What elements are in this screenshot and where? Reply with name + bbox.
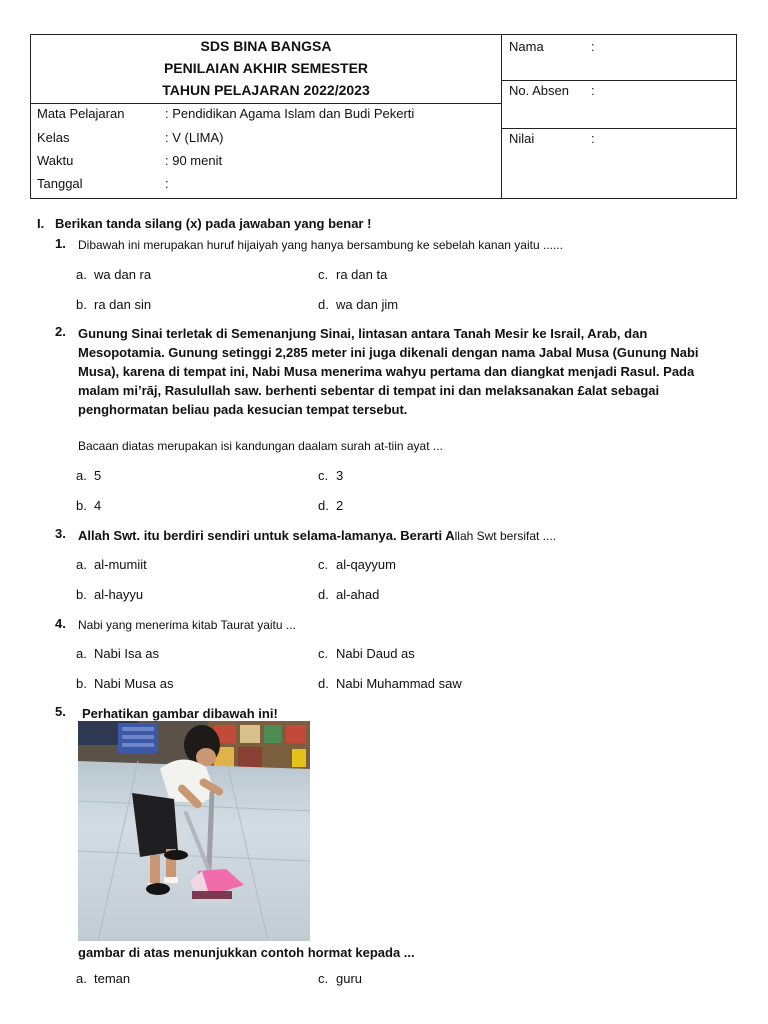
q5-option-c[interactable] [318, 971, 362, 986]
question-text: Dibawah ini merupakan huruf hijaiyah yang hanya bersambung ke sebelah kanan yaitu ...... [78, 238, 563, 252]
option-letter: d. [318, 676, 329, 691]
q5-option-a[interactable] [76, 971, 130, 986]
option-text: ra dan ta [336, 267, 388, 282]
score-label: Nilai [509, 131, 535, 146]
option-text: al-qayyum [336, 557, 396, 572]
q4-option-b[interactable] [76, 676, 173, 691]
q2-option-b[interactable] [76, 498, 101, 513]
info-label: Mata Pelajaran [37, 106, 125, 121]
option-letter: c. [318, 557, 329, 572]
option-text: al-ahad [336, 587, 380, 602]
school-name: SDS BINA BANGSA [200, 38, 332, 54]
option-text: 3 [336, 468, 344, 483]
header-divider-right-1 [501, 80, 737, 81]
q3-option-b[interactable] [76, 587, 143, 602]
info-value: : V (LIMA) [165, 130, 224, 145]
info-label: Waktu [37, 153, 74, 168]
option-letter: a. [76, 468, 87, 483]
option-text: ra dan sin [94, 297, 152, 312]
option-letter: c. [318, 468, 329, 483]
exam-title: PENILAIAN AKHIR SEMESTER [163, 60, 369, 76]
option-text: 2 [336, 498, 344, 513]
absen-label: No. Absen [509, 83, 569, 98]
question-number: 2. [55, 324, 66, 339]
option-letter: b. [76, 676, 87, 691]
absen-colon: : [591, 83, 595, 98]
option-text: wa dan ra [94, 267, 152, 282]
name-colon: : [591, 39, 595, 54]
header-divider-left [31, 103, 501, 104]
option-text: 5 [94, 468, 102, 483]
section-instruction: Berikan tanda silang (x) pada jawaban yang benar ! [55, 216, 372, 231]
option-text: Nabi Musa as [94, 676, 174, 691]
question-text [78, 526, 733, 546]
q1-option-b[interactable] [76, 297, 151, 312]
option-text: teman [94, 971, 131, 986]
option-letter: c. [318, 267, 329, 282]
info-label: Kelas [37, 130, 70, 145]
question-number: 3. [55, 526, 66, 541]
q1-option-d[interactable] [318, 297, 398, 312]
question-text: Gunung Sinai terletak di Semenanjung Sinai, lintasan antara Tanah Mesir ke Israil, Arab, dan Mesopotamia. Gunung setinggi 2,285 meter ini juga dikenali dengan nama Jabal Musa (Gunung Nabi Musa), karena di tempat ini, Nabi Musa menerima wahyu pertama dan diangkat menjadi Rasul. Pada malam mi’rāj, Rasulullah saw. berhenti sebentar di tempat ini dan melaksanakan £alat sebagai penghormatan beliau pada kesucian tempat tersebut. [78, 326, 699, 417]
option-text: Nabi Isa as [94, 646, 160, 661]
option-letter: c. [318, 971, 329, 986]
q2-reading-note: Bacaan diatas merupakan isi kandungan daalam surah at-tiin ayat ... [78, 439, 443, 453]
option-letter: d. [318, 297, 329, 312]
question-text-bold: Allah Swt. itu berdiri sendiri untuk selama-lamanya. Berarti A [78, 528, 455, 543]
question-number: 5. [55, 704, 66, 719]
option-letter: a. [76, 971, 87, 986]
option-letter: a. [76, 646, 87, 661]
info-label: Tanggal [37, 176, 83, 191]
exam-header-table [30, 34, 737, 199]
q1-option-a[interactable] [76, 267, 151, 282]
option-letter: a. [76, 267, 87, 282]
question-number: 1. [55, 236, 66, 251]
question-caption: gambar di atas menunjukkan contoh hormat kepada ... [78, 945, 415, 960]
option-text: Nabi Daud as [336, 646, 415, 661]
option-text: al-mumiit [94, 557, 147, 572]
q4-option-d[interactable] [318, 676, 462, 691]
question-number: 4. [55, 616, 66, 631]
academic-year: TAHUN PELAJARAN 2022/2023 [162, 82, 370, 98]
child-sweeping-photo [78, 721, 310, 941]
name-label: Nama [509, 39, 544, 54]
option-letter: a. [76, 557, 87, 572]
option-letter: c. [318, 646, 329, 661]
score-colon: : [591, 131, 595, 146]
q3-option-d[interactable] [318, 587, 379, 602]
q3-option-c[interactable] [318, 557, 396, 572]
q1-option-c[interactable] [318, 267, 387, 282]
option-text: guru [336, 971, 363, 986]
q4-option-c[interactable] [318, 646, 415, 661]
option-letter: b. [76, 498, 87, 513]
option-letter: b. [76, 587, 87, 602]
header-divider-vertical [501, 35, 502, 198]
q2-option-a[interactable] [76, 468, 101, 483]
q3-option-a[interactable] [76, 557, 147, 572]
section-heading [37, 216, 371, 231]
option-letter: d. [318, 587, 329, 602]
option-text: wa dan jim [336, 297, 399, 312]
q2-option-d[interactable] [318, 498, 343, 513]
q2-option-c[interactable] [318, 468, 343, 483]
info-value: : [165, 176, 169, 191]
info-value: : Pendidikan Agama Islam dan Budi Pekerti [165, 106, 415, 121]
question-text: Nabi yang menerima kitab Taurat yaitu ... [78, 618, 296, 632]
option-text: 4 [94, 498, 102, 513]
option-text: al-hayyu [94, 587, 144, 602]
section-number: I. [37, 216, 45, 231]
info-value: : 90 menit [165, 153, 223, 168]
header-divider-right-2 [501, 128, 737, 129]
q4-option-a[interactable] [76, 646, 159, 661]
question-text-normal: llah Swt bersifat .... [454, 529, 556, 543]
option-letter: d. [318, 498, 329, 513]
option-letter: b. [76, 297, 87, 312]
option-text: Nabi Muhammad saw [336, 676, 462, 691]
question-text: Perhatikan gambar dibawah ini! [82, 706, 278, 721]
